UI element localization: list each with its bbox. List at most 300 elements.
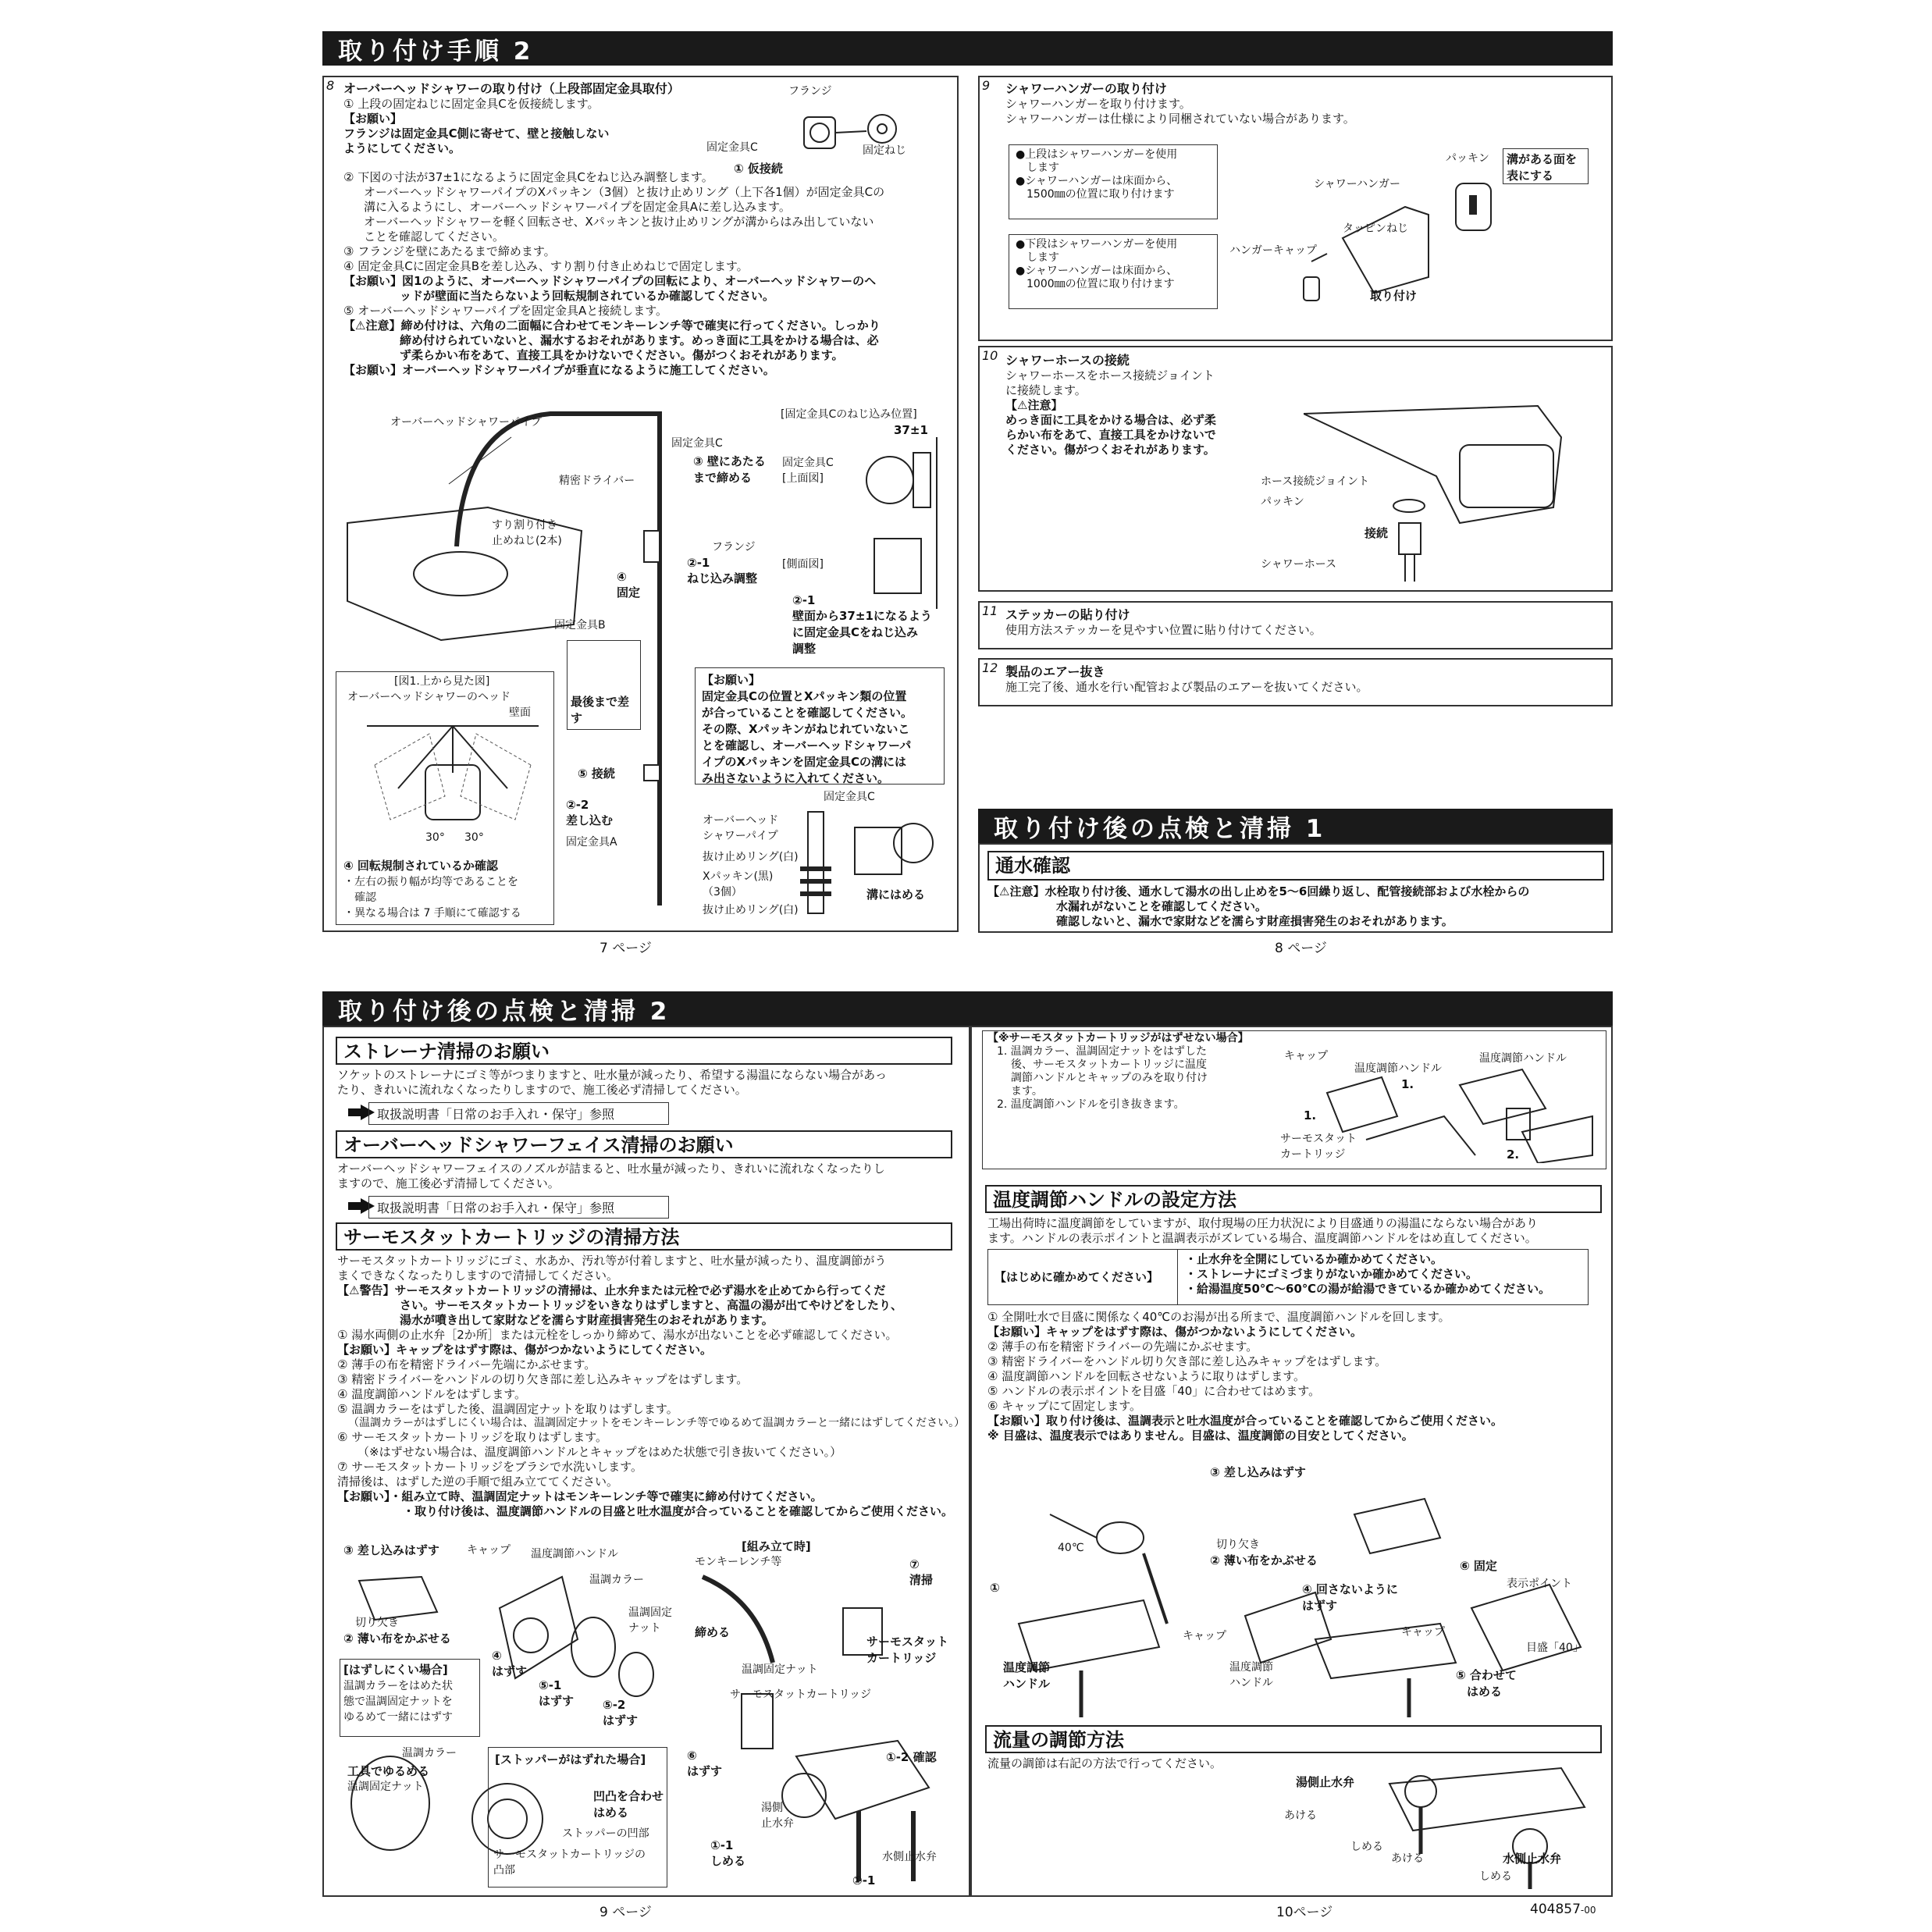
p9-label-s12: ①-2 確認 — [886, 1750, 937, 1764]
thermo-line: （温調カラーがはずしにくい場合は、温調固定ナットをモンキーレンチ等でゆるめて温調カラーと一緒にはずしてください。） — [348, 1417, 966, 1429]
p9-label-nut4: 温調固定ナット — [347, 1781, 424, 1793]
label-side-view: [側面図] — [782, 558, 824, 571]
label-line: 温度調節 — [1229, 1661, 1273, 1674]
step11-text — [1005, 607, 1322, 638]
manual-reference-link[interactable]: 取扱説明書「日常のお手入れ・保守」参照 — [368, 1102, 669, 1125]
step9-line: シャワーハンガーは仕様により同梱されていない場合があります。 — [1005, 112, 1355, 126]
first-check-table — [987, 1249, 1589, 1305]
label-driver: 精密ドライバー — [559, 475, 635, 487]
temp-step: ⑥ キャップにて固定します。 — [987, 1399, 1142, 1413]
thermo-line: （※はずせない場合は、温度調節ハンドルとキャップをはめた状態で引き抜いてください。） — [358, 1445, 842, 1459]
lower-hanger-box — [1009, 234, 1218, 309]
label-line: はずす — [687, 1764, 723, 1778]
cant-line: 後、サーモスタットカートリッジに温度 — [1011, 1059, 1208, 1071]
label-pipe: オーバーヘッドシャワーパイプ — [390, 416, 542, 429]
p10-label-one: 1. — [1401, 1077, 1414, 1091]
figure1-wall: 壁面 — [509, 706, 531, 719]
step10-line: 【⚠注意】 — [1005, 398, 1063, 412]
step8-line: ず柔らかい布をあて、直接工具をかけないでください。傷がつくおそれがあります。 — [400, 348, 844, 362]
temp-handle-text — [987, 1216, 1538, 1246]
groove-face-box — [1503, 148, 1589, 184]
label-fixture-c2: 固定金具C — [671, 437, 723, 450]
label-ring1: 抜け止めリング(白) — [703, 851, 799, 863]
cant-line: ます。 — [1011, 1085, 1043, 1098]
label-step5: ⑤ 接続 — [578, 767, 615, 781]
label-line: ④ — [492, 1649, 502, 1663]
thermo-clean-text — [337, 1254, 966, 1519]
water-line: 水漏れがないことを確認してください。 — [1056, 899, 1268, 913]
label-line: ⑥ — [687, 1749, 697, 1763]
p10-label-handle-a — [1003, 1659, 1050, 1692]
step11-number: 11 — [982, 603, 998, 618]
step12-line: 施工完了後、通水を行い配管および製品のエアーを抜いてください。 — [1005, 680, 1368, 694]
p10-label-handle-b — [1229, 1659, 1273, 1690]
step8-line: ③ フランジを壁にあたるまで締めます。 — [343, 244, 556, 258]
label-line: ハンドル — [1229, 1677, 1273, 1689]
thermo-line: まくできなくなったりしますので清掃してください。 — [337, 1268, 619, 1283]
step8-line: ② 下図の寸法が37±1になるように固定金具Cをねじ込み調整します。 — [343, 170, 713, 184]
label-line: 温度調節 — [1003, 1660, 1051, 1674]
page-number-9: 9 ページ — [600, 1905, 652, 1920]
page7-title: 取り付け手順 2 — [338, 37, 534, 66]
water-check-title: 通水確認 — [987, 851, 1604, 881]
p9-label-s7 — [909, 1557, 933, 1588]
step8-line: オーバーヘッドシャワーパイプのXパッキン（3個）と抜け止めリング（上下各1個）が固定金具Cの — [364, 185, 885, 199]
label-line: とを確認し、オーバーヘッドシャワーパ — [702, 738, 912, 753]
temp-step: ④ 温度調節ハンドルを回転させないように取りはずします。 — [987, 1369, 1306, 1383]
code-main: 404857 — [1530, 1902, 1581, 1917]
p9-label-s11 — [710, 1838, 745, 1869]
temp-step: ② 薄手の布を精密ドライバーの先端にかぶせます。 — [987, 1340, 1258, 1354]
label-line: ②-2 — [566, 798, 589, 812]
temp-step: ⑤ ハンドルの表示ポイントを目盛「40」に合わせてはめます。 — [987, 1384, 1321, 1398]
label-line: 温調固定 — [628, 1606, 672, 1619]
flow-title: 流量の調節方法 — [985, 1725, 1602, 1753]
thermo-line: ⑤ 温調カラーをはずした後、温調固定ナットを取りはずします。 — [337, 1402, 678, 1416]
thermo-line: さい。サーモスタットカートリッジをいきなりはずしますと、高温の湯が出てやけどをしたり、 — [400, 1298, 902, 1312]
label-line: 【お願い】 — [702, 673, 761, 687]
temp-step: ③ 精密ドライバーをハンドル切り欠き部に差し込みキャップをはずします。 — [987, 1354, 1387, 1368]
thermo-line: ② 薄手の布を精密ドライバー先端にかぶせます。 — [337, 1357, 596, 1372]
label-line: カートリッジ — [866, 1651, 937, 1665]
top-view-rotation-illustration — [367, 718, 539, 851]
label-line: （3個） — [703, 886, 742, 898]
label-step3 — [693, 453, 766, 486]
box-line: ●シャワーハンガーは床面から、 — [1016, 265, 1178, 277]
label-packing: パッキン — [1446, 152, 1489, 165]
manual-reference-link-2[interactable]: 取扱説明書「日常のお手入れ・保守」参照 — [368, 1196, 669, 1219]
label-line: ⑦ — [909, 1557, 920, 1571]
p10-label-cap-a: キャップ — [1183, 1630, 1226, 1642]
step8-number: 8 — [326, 78, 335, 93]
p9-label-assembly: [組み立て時] — [742, 1539, 811, 1553]
step8-line: 【お願い】図1のように、オーバーヘッドシャワーパイプの回転により、オーバーヘッドシャワーのヘ — [343, 274, 877, 288]
thermo-line: 清掃後は、はずした逆の手順で組み立ててください。 — [337, 1475, 619, 1489]
thermo-line: ③ 精密ドライバーをハンドルの切り欠き部に差し込みキャップをはずします。 — [337, 1372, 749, 1386]
thermo-line: 【お願い】キャップをはずす際は、傷がつかないようにしてください。 — [337, 1343, 713, 1357]
label-ohs-pipe — [703, 812, 778, 843]
p9-label-tighten: 締める — [695, 1625, 731, 1639]
step8-line: 締め付けられていないと、漏水するおそれがあります。めっき面に工具をかける場合は、必 — [400, 333, 879, 347]
page9-title: 取り付け後の点検と清掃 2 — [338, 997, 671, 1026]
box-line: [はずしにくい場合] — [343, 1663, 448, 1677]
step9-number: 9 — [982, 78, 991, 93]
p10-label-handle2: 温度調節ハンドル — [1479, 1052, 1567, 1065]
label-line: Xパッキン(黒) — [703, 870, 774, 883]
box-line: 温調カラーをはめた状 — [343, 1680, 453, 1692]
p9-label-tool: 工具でゆるめる — [347, 1764, 430, 1778]
label-line: ⑤-2 — [603, 1698, 626, 1712]
page7-title-bar — [322, 31, 1613, 66]
p9-label-collar: 温調カラー — [589, 1574, 644, 1586]
water-line: 【⚠注意】水栓取り付け後、通水して湯水の出し止めを5～6回繰り返し、配管接続部および水栓からの — [987, 884, 1530, 898]
label-flange2: フランジ — [712, 541, 756, 553]
p10-label-hot-valve: 湯側止水弁 — [1296, 1775, 1355, 1789]
label-line: 差し込む — [566, 813, 614, 827]
packing-illustration — [800, 804, 941, 921]
p10-label-open2: あける — [1391, 1852, 1424, 1865]
p10-label-s1: ① — [990, 1581, 1000, 1595]
box-line: ●シャワーハンガーは床面から、 — [1016, 175, 1178, 187]
p10-label-s4 — [1302, 1581, 1398, 1614]
step10-line: に接続します。 — [1005, 383, 1087, 397]
label-line: ナット — [628, 1622, 661, 1635]
p9-label-notch: 切り欠き — [355, 1617, 399, 1629]
step12-number: 12 — [982, 660, 998, 675]
box-line: します — [1026, 251, 1059, 264]
box-line: 溝がある面を — [1507, 152, 1578, 166]
label-hose-joint: ホース接続ジョイント — [1261, 475, 1370, 488]
label-step2-1 — [687, 556, 757, 586]
label-line: [上面図] — [782, 472, 824, 485]
label-line: ④ 回転規制されているか確認 — [343, 859, 498, 873]
step8-line: ようにしてください。 — [343, 141, 461, 155]
temp-step: ① 全開吐水で目盛に関係なく40℃のお湯が出る所まで、温度調節ハンドルを回します。 — [987, 1310, 1450, 1324]
page-number-7: 7 ページ — [600, 941, 652, 956]
figure1-head: オーバーヘッドシャワーのヘッド — [347, 691, 511, 703]
label-temp-connect: ① 仮接続 — [734, 162, 783, 176]
step10-line: シャワーホースをホース接続ジョイント — [1005, 368, 1215, 382]
insert-fully-box — [567, 640, 641, 730]
flow-text: 流量の調節は右記の方法で行ってください。 — [987, 1756, 1222, 1770]
label-line: 確認 — [354, 891, 376, 904]
label-line: 固定金具C — [782, 457, 834, 469]
page-number-10: 10ページ — [1276, 1905, 1333, 1920]
label-x-packing — [703, 868, 773, 899]
p9-label-handle: 温度調節ハンドル — [531, 1548, 618, 1560]
label-shower-hose: シャワーホース — [1261, 558, 1337, 571]
step8-line: ことを確認してください。 — [364, 229, 505, 244]
label-line: まで締める — [693, 471, 753, 485]
label-fixture-b: 固定金具B — [554, 619, 606, 632]
label-fixture-a: 固定金具A — [566, 836, 617, 849]
label-line: サーモスタット — [866, 1635, 949, 1649]
p10-label-s2: ② 薄い布をかぶせる — [1210, 1553, 1318, 1567]
label-line: ・左右の振り幅が均等であることを — [343, 876, 518, 888]
hard-to-remove-box — [340, 1659, 480, 1737]
label-line: シャワーパイプ — [703, 830, 778, 842]
label-flange: フランジ — [788, 85, 832, 98]
label-line: カートリッジ — [1280, 1148, 1346, 1161]
request-box — [695, 667, 945, 785]
thermo-line: サーモスタットカートリッジにゴミ、水あか、汚れ等が付着しますと、吐水量が減ったり、温度調節がう — [337, 1254, 887, 1268]
first-check-item: ・給湯温度50℃～60℃の湯が給湯できているか確かめてください。 — [1185, 1282, 1551, 1296]
label-line: ハンドル — [1003, 1677, 1051, 1691]
step8-line: ① 上段の固定ねじに固定金具Cを仮接続します。 — [343, 97, 600, 111]
box-line: ●上段はシャワーハンガーを使用 — [1016, 148, 1178, 161]
label-attach: 取り付け — [1370, 289, 1418, 303]
step8-line: 【お願い】 — [343, 112, 403, 126]
angle-right: 30° — [464, 831, 484, 844]
label-tapping: タッピンねじ — [1343, 222, 1408, 235]
step12-text — [1005, 664, 1368, 695]
step8-line: ッドが壁面に当たらないよう回転規制されているか確認してください。 — [400, 289, 775, 303]
cant-line: 1. 温調カラー、温調固定ナットをはずした — [997, 1045, 1207, 1058]
note-step2-1 — [792, 593, 932, 656]
step8-title: オーバーヘッドシャワーの取り付け（上段部固定金具取付） — [343, 81, 680, 96]
p9-label-nut — [628, 1604, 672, 1635]
box-line: 1500㎜の位置に取り付けます — [1026, 188, 1175, 201]
p10-label-open1: あける — [1284, 1809, 1317, 1822]
p9-label-collar2: 温調カラー — [402, 1747, 457, 1759]
label-line: 壁面から37±1になるよう — [792, 609, 932, 623]
label-line: サーモスタット — [1280, 1133, 1357, 1145]
step9-text — [1005, 81, 1355, 126]
strainer-text — [337, 1068, 887, 1098]
p10-label-scale: 目盛「40」 — [1526, 1642, 1584, 1654]
thermo-line: ④ 温度調節ハンドルをはずします。 — [337, 1387, 527, 1401]
page9-title-bar — [322, 991, 1613, 1026]
p9-label-s4 — [492, 1649, 527, 1679]
p10-label-40c: 40℃ — [1058, 1542, 1084, 1554]
p10-label-s6: ⑥ 固定 — [1460, 1559, 1497, 1573]
label-step2-2 — [566, 798, 613, 828]
label-line: ・異なる場合は 7 手順にて確認する — [343, 907, 521, 920]
label-line: 止水弁 — [761, 1817, 794, 1830]
flange-fixture-illustration — [773, 94, 913, 172]
thermo-line: 【お願い】・組み立て時、温調固定ナットはモンキーレンチ等で確実に締め付けてください。 — [337, 1489, 823, 1503]
p9-label-stopper-recess: ストッパーの凹部 — [562, 1827, 649, 1840]
upper-hanger-box — [1009, 144, 1218, 219]
label-line: ④ — [617, 570, 627, 584]
label-fixing-screw: 固定ねじ — [863, 144, 906, 157]
label-line: はずす — [603, 1713, 639, 1727]
p10-label-s5 — [1456, 1667, 1517, 1699]
p10-label-one2: 1. — [1304, 1108, 1317, 1123]
cant-line: 【※サーモスタットカートリッジがはずせない場合】 — [987, 1032, 1249, 1044]
thermo-line: ・取り付け後は、温度調節ハンドルの目盛と吐水温度が合っていることを確認してからご使用ください。 — [403, 1504, 954, 1518]
step11-title: ステッカーの貼り付け — [1005, 607, 1130, 622]
step9-title: シャワーハンガーの取り付け — [1005, 81, 1167, 96]
label-line: ②-1 — [792, 593, 816, 607]
temp-handle-title: 温度調節ハンドルの設定方法 — [985, 1185, 1602, 1213]
p9-label-s3: ③ 差し込みはずす — [343, 1543, 439, 1557]
step8-line: フランジは固定金具C側に寄せて、壁と接触しない — [343, 126, 610, 141]
step10-line: めっき面に工具をかける場合は、必ず柔 — [1005, 413, 1216, 427]
thermo-line: 【⚠警告】サーモスタットカートリッジの清掃は、止水弁または元栓で必ず湯水を止めてから行ってくだ — [337, 1283, 886, 1297]
label-line: ねじ込み調整 — [687, 571, 758, 585]
strainer-line: ソケットのストレーナにゴミ等がつまりますと、吐水量が減ったり、希望する湯温にならない場合があっ — [337, 1068, 887, 1082]
label-line: ②-1 — [687, 556, 710, 570]
page8-title: 取り付け後の点検と清掃 1 — [994, 814, 1326, 843]
step10-number: 10 — [982, 348, 998, 363]
label-line: に固定金具Cをねじ込み — [792, 625, 919, 639]
dimension-37: 37±1 — [894, 423, 928, 437]
p10-label-point: 表示ポイント — [1507, 1578, 1572, 1590]
step8-line: 【お願い】オーバーヘッドシャワーパイプが垂直になるように施工してください。 — [343, 363, 775, 377]
label-hose-packing: パッキン — [1261, 496, 1304, 508]
label-top-view — [782, 454, 834, 486]
label-line: ③ 壁にあたる — [693, 454, 766, 468]
label-line: 止めねじ(2本) — [492, 535, 562, 547]
page-number-8: 8 ページ — [1275, 941, 1327, 956]
p9-label-hot — [761, 1799, 794, 1831]
label-line: 固定 — [617, 585, 641, 600]
label-line: しめる — [710, 1854, 746, 1868]
label-line: イプのXパッキンを固定金具Cの溝には — [702, 755, 906, 769]
box-line: します — [1026, 162, 1059, 174]
p10-label-handle1: 温度調節ハンドル — [1354, 1062, 1442, 1075]
step8-line: 【⚠注意】締め付けは、六角の二面幅に合わせてモンキーレンチ等で確実に行ってください。しっかり — [343, 318, 881, 333]
temp-step: 【お願い】取り付け後は、温調表示と吐水温度が合っていることを確認してからご使用ください。 — [987, 1414, 1503, 1428]
label-insert: 最後まで差す — [571, 695, 630, 725]
label-hanger-cap: ハンガーキャップ — [1229, 244, 1317, 257]
label-line: 調整 — [792, 642, 817, 656]
label-line: はめる — [1467, 1685, 1503, 1699]
label-fixture-c: 固定金具C — [706, 141, 758, 154]
p9-label-cartridge3: サーモスタットカートリッジ — [730, 1688, 872, 1701]
step12-title: 製品のエアー抜き — [1005, 664, 1105, 679]
step8-line: ⑤ オーバーヘッドシャワーパイプを固定金具Aと接続します。 — [343, 304, 668, 318]
thermo-line: ⑦ サーモスタットカートリッジをブラシで水洗いします。 — [337, 1460, 642, 1474]
temp-line: ます。ハンドルの表示ポイントと温調表示がズレている場合、温度調節ハンドルをはめ直してください。 — [987, 1231, 1537, 1245]
step10-text — [1005, 353, 1216, 457]
box-line: 1000㎜の位置に取り付けます — [1026, 278, 1175, 290]
label-line: が合っていることを確認してください。 — [702, 706, 913, 720]
label-line: ①-1 — [710, 1838, 734, 1852]
label-line: はずす — [492, 1664, 528, 1678]
cant-line: 調節ハンドルとキャップのみを取り付け — [1011, 1072, 1208, 1084]
label-line: はずす — [539, 1694, 575, 1708]
p10-label-two: 2. — [1507, 1147, 1520, 1162]
position-title: [固定金具Cのねじ込み位置] — [781, 408, 917, 421]
label-line: その際、Xパッキンがねじれていないこ — [702, 722, 910, 736]
document-code — [1530, 1902, 1596, 1917]
step10-title: シャワーホースの接続 — [1005, 353, 1130, 368]
label-fixture-c3: 固定金具C — [824, 791, 875, 803]
p9-label-s52 — [603, 1698, 638, 1728]
label-line: ⑤ 合わせて — [1456, 1668, 1517, 1682]
p10-label-cartridge — [1280, 1130, 1357, 1162]
figure1-title: [図1.上から見た図] — [394, 675, 490, 688]
p10-label-cap-b: キャップ — [1401, 1626, 1445, 1638]
code-sub: -00 — [1580, 1905, 1596, 1916]
figure1-check — [343, 857, 521, 920]
p9-label-cold: 水側止水弁 — [882, 1851, 937, 1863]
step11-line: 使用方法ステッカーを見やすい位置に貼り付けてください。 — [1005, 623, 1322, 637]
label-hanger: シャワーハンガー — [1314, 178, 1401, 190]
first-check-item: ・ストレーナにゴミづまりがないか確かめてください。 — [1185, 1267, 1478, 1281]
label-line: はめる — [593, 1806, 629, 1820]
label-line: ⑤-1 — [539, 1678, 562, 1692]
p10-label-close1: しめる — [1350, 1841, 1383, 1853]
p10-label-cap: キャップ — [1284, 1050, 1328, 1062]
p9-label-align — [593, 1788, 664, 1820]
temp-steps-text — [987, 1310, 1503, 1443]
ohs-line: オーバーヘッドシャワーフェイスのノズルが詰まると、吐水量が減ったり、きれいに流れなくなったりし — [337, 1162, 885, 1176]
p9-label-cartridge-convex — [493, 1846, 646, 1877]
label-line: サーモスタットカートリッジの — [493, 1848, 646, 1861]
cant-line: 2. 温度調節ハンドルを引き抜きます。 — [997, 1098, 1185, 1111]
flow-valve-illustration — [1327, 1760, 1600, 1893]
label-line: オーバーヘッド — [703, 814, 779, 827]
label-line: 固定金具Cの位置とXパッキン類の位置 — [702, 689, 907, 703]
label-line: 凹凸を合わせ — [593, 1789, 664, 1803]
p9-label-s6 — [687, 1749, 722, 1779]
label-line: 凸部 — [493, 1864, 515, 1877]
p9-label-s2: ② 薄い布をかぶせる — [343, 1631, 451, 1646]
ohs-face-text — [337, 1162, 885, 1191]
water-line: 確認しないと、漏水で家財などを濡らす財産損害発生のおそれがあります。 — [1056, 914, 1453, 928]
label-line: 湯側 — [761, 1802, 783, 1814]
box-line: ゆるめて一緒にはずす — [343, 1711, 453, 1724]
p9-label-s51 — [539, 1678, 574, 1709]
water-check-text — [987, 884, 1529, 929]
label-line: ④ 回さないように — [1302, 1582, 1398, 1596]
label-line: 清掃 — [909, 1573, 934, 1587]
p9-label-s11c: ①-1 — [852, 1873, 876, 1888]
step10-line: らかい布をあて、直接工具をかけないで — [1005, 428, 1216, 442]
p10-label-cold-valve: 水側止水弁 — [1503, 1852, 1562, 1866]
p10-label-notch: 切り欠き — [1216, 1539, 1260, 1551]
page8-title-bar — [978, 809, 1613, 843]
first-check-label: 【はじめに確かめてください】 — [994, 1270, 1159, 1284]
step8-line: 溝に入るようにし、オーバーヘッドシャワーパイプを固定金具Aに差し込みます。 — [364, 200, 791, 214]
thermo-line: ⑥ サーモスタットカートリッジを取りはずします。 — [337, 1430, 607, 1444]
label-line: すり割り付き — [492, 519, 557, 532]
box-line: [ストッパーがはずれた場合] — [495, 1752, 646, 1767]
label-line: み出さないように入れてください。 — [702, 771, 890, 785]
box-line: ●下段はシャワーハンガーを使用 — [1016, 238, 1178, 251]
strainer-line: たり、きれいに流れなくなったりしますので、施工後必ず清掃してください。 — [337, 1083, 747, 1097]
label-ring2: 抜け止めリング(白) — [703, 904, 799, 916]
cannot-remove-text — [987, 1032, 1249, 1112]
label-groove: 溝にはめる — [866, 888, 926, 902]
p10-label-s3: ③ 差し込みはずす — [1210, 1465, 1306, 1479]
step9-line: シャワーハンガーを取り付けます。 — [1005, 97, 1191, 111]
label-setscrew — [492, 517, 562, 548]
step8-line: オーバーヘッドシャワーを軽く回転させ、Xパッキンと抜け止めリングが溝からはみ出していない — [364, 215, 874, 229]
box-line: 態で温調固定ナットを — [343, 1695, 453, 1708]
ohs-face-title: オーバーヘッドシャワーフェイス清掃のお願い — [336, 1130, 952, 1158]
label-connect: 接続 — [1364, 526, 1389, 540]
label-line: はずす — [1302, 1599, 1338, 1613]
ohs-line: ますので、施工後必ず清掃してください。 — [337, 1176, 560, 1190]
label-step4 — [617, 570, 640, 600]
p9-label-nut3: 温調固定ナット — [742, 1663, 818, 1676]
box-line: 表にする — [1507, 169, 1554, 183]
thermo-clean-title: サーモスタットカートリッジの清掃方法 — [336, 1222, 952, 1251]
p10-label-close2: しめる — [1479, 1870, 1512, 1883]
p9-label-cartridge — [866, 1633, 948, 1666]
thermo-line: ① 湯水両側の止水弁［2か所］または元栓をしっかり締めて、湯水が出ないことを必ず確認してください。 — [337, 1328, 898, 1342]
thermo-line: 湯水が噴き出して家財などを濡らす財産損害発生のおそれがあります。 — [400, 1313, 774, 1327]
temp-line: 工場出荷時に温度調節をしていますが、取付現場の圧力状況により目盛通りの湯温にならない場合があり — [987, 1216, 1539, 1230]
temp-step: ※ 目盛は、温度表示ではありません。目盛は、温度調節の目安としてください。 — [987, 1429, 1414, 1443]
p9-label-cap: キャップ — [467, 1544, 511, 1557]
step10-line: ください。傷がつくおそれがあります。 — [1005, 443, 1215, 457]
p9-label-wrench: モンキーレンチ等 — [695, 1556, 782, 1568]
